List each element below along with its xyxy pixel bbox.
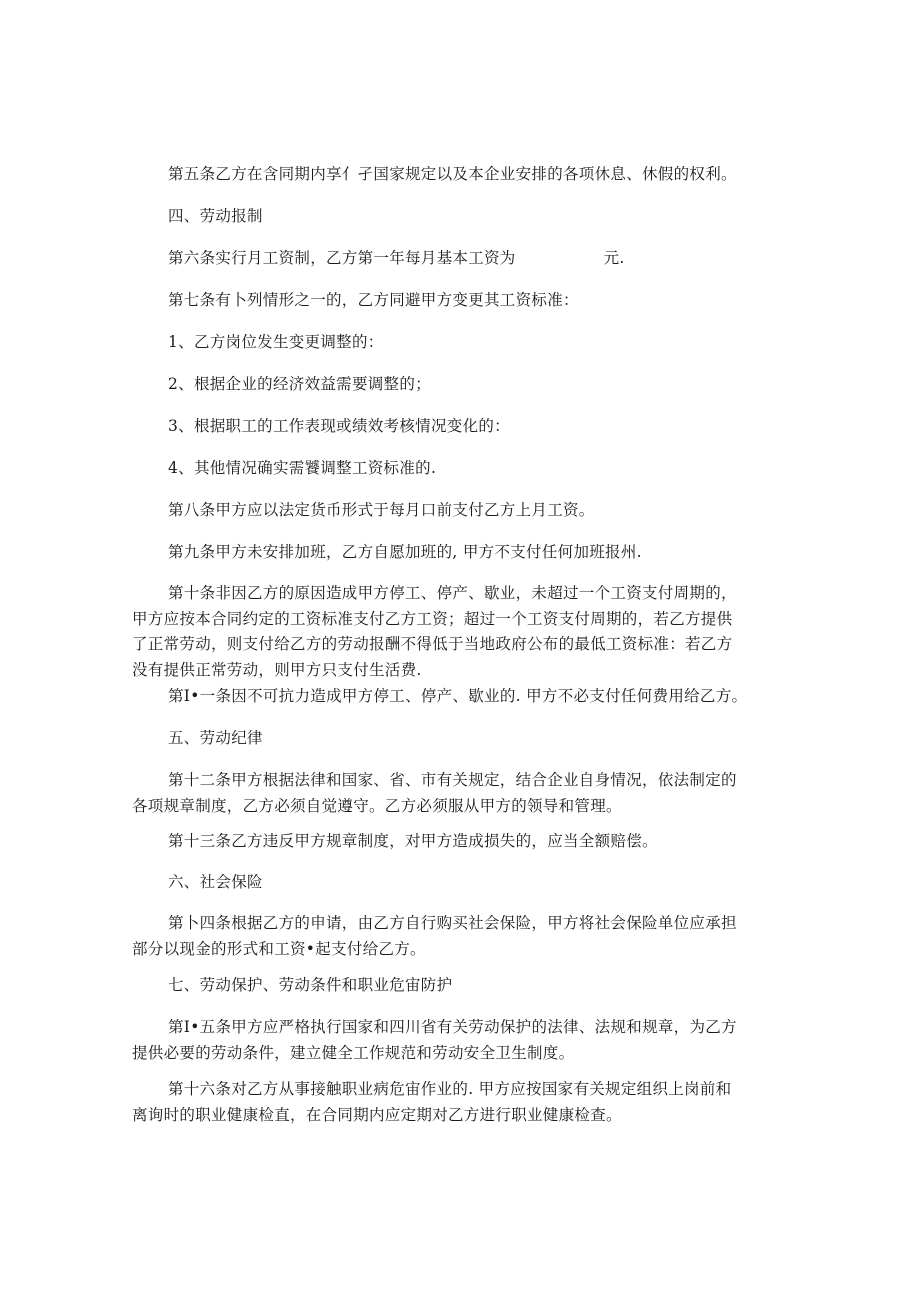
list-item [168, 414, 780, 438]
list-item [168, 330, 780, 354]
list-item-3-text: 3、根据职工的工作表现或绩效考核情况变化的： [168, 417, 510, 435]
article-7 [168, 288, 780, 312]
article-16 [132, 1077, 780, 1128]
section-4-title: 四、劳动报制 [168, 207, 263, 225]
article-11 [168, 684, 780, 708]
list-item [168, 372, 780, 396]
article-15-line-2: 提供必要的劳动条件，建立健全工作规范和劳动安全卫生制度。 [132, 1043, 575, 1062]
section-7-title: 七、劳动保护、劳动条件和职业危宙防护 [168, 976, 453, 994]
article-13 [168, 829, 780, 853]
article-8-text: 第八条甲方应以法定货币形式于每月口前支付乙方上月工资。 [168, 501, 595, 519]
section-5-title: 五、劳动纪律 [168, 729, 263, 747]
article-12-line-2: 各项规章制度，乙方必须自觉遵守。乙方必须服从甲方的领导和管理。 [132, 796, 622, 815]
list-item-1-text: 1、乙方岗位发生变更调整的： [168, 333, 384, 351]
section-4-heading [168, 204, 780, 228]
article-10-line-2: 甲方应按本合同约定的工资标准支付乙方工资；超过一个工资支付周期的，若乙方提供 [132, 609, 733, 628]
article-5 [168, 162, 780, 186]
article-14-line-1: 第卜四条根据乙方的申请，由乙方自行购买社会保险，甲方将社会保险单位应承担 [168, 914, 737, 932]
article-5-text: 第五条乙方在含同期内享亻孑国家规定以及本企业安排的各项休息、休假的权利。 [168, 165, 737, 183]
article-13-text: 第十三条乙方违反甲方规章制度，对甲方造成损失的，应当全额赔偿。 [168, 832, 658, 850]
article-11-text: 第I•一条因不可抗力造成甲方停工、停产、歇业的. 甲方不必支付任何费用给乙方。 [168, 687, 748, 705]
article-6 [168, 246, 780, 270]
article-16-line-2: 离询时的职业健康检直，在合同期内应定期对乙方进行职业健康检查。 [132, 1105, 622, 1124]
article-9-text: 第九条甲方未安排加班，乙方自愿加班的, 甲方不支付任何加班报州. [168, 543, 642, 561]
article-16-line-1: 第十六条对乙方从事接触职业病危宙作业的. 甲方应按国家有关规定组织上岗前和 [168, 1080, 732, 1098]
article-8 [168, 498, 780, 522]
article-10-line-3: 了正常劳动，则支付给乙方的劳动报酬不得低于当地政府公布的最低工资标准：若乙方 [132, 635, 733, 653]
article-6-text: 第六条实行月工资制，乙方第一年每月基本工资为 [168, 249, 516, 267]
article-14-line-2: 部分以现金的形式和工资•起支付给乙方。 [132, 939, 426, 958]
article-15 [132, 1015, 780, 1066]
article-10-line-4: 没有提供正常劳动，则甲方只支付生活费. [132, 660, 422, 679]
section-6-heading [168, 870, 780, 894]
section-7-heading [168, 973, 780, 997]
article-10-line-1: 第十条非因乙方的原因造成甲方停工、停产、歇业，未超过一个工资支付周期的， [168, 584, 737, 602]
section-6-title: 六、社会保险 [168, 873, 263, 891]
section-5-heading [168, 726, 780, 750]
article-6-unit: 元. [603, 249, 625, 267]
article-14 [132, 911, 780, 962]
article-12-line-1: 第十二条甲方根据法律和国家、省、市有关规定，结合企业自身情况，依法制定的 [168, 771, 737, 789]
article-10 [132, 581, 780, 683]
article-15-line-1: 第I•五条甲方应严格执行国家和四川省有关劳动保护的法律、法规和规章，为乙方 [168, 1018, 737, 1036]
list-item-4-text: 4、其他情况确实需饕调整工资标准的. [168, 459, 437, 477]
article-9 [168, 540, 780, 564]
article-12 [132, 768, 780, 819]
list-item [168, 456, 780, 480]
list-item-2-text: 2、根据企业的经济效益需要调整的； [168, 375, 431, 393]
article-7-text: 第七条有卜列情形之一的，乙方同避甲方变更其工资标准： [168, 291, 579, 309]
